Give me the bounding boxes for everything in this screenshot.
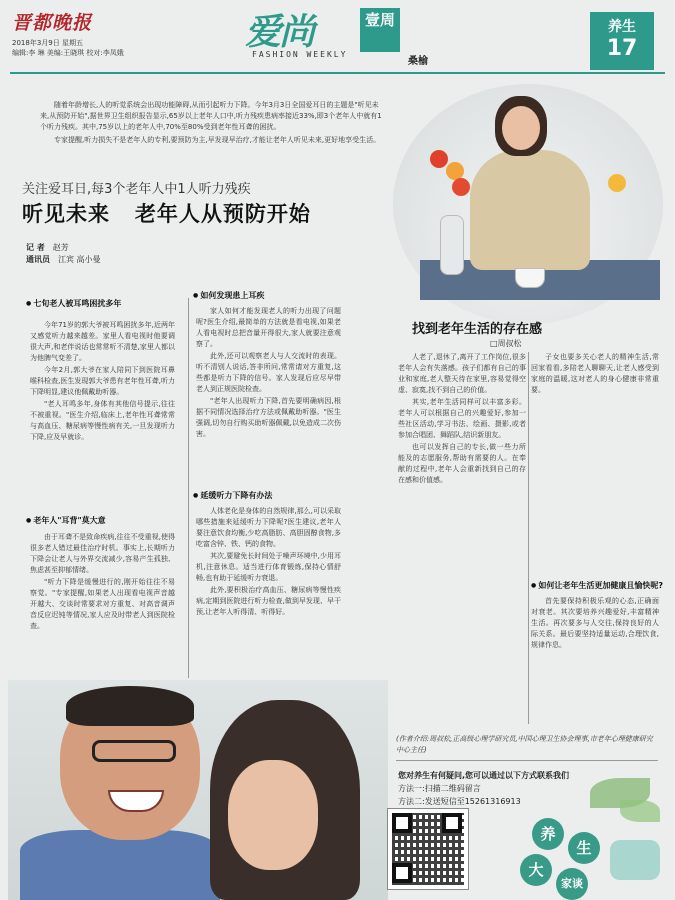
flower-icon bbox=[608, 174, 626, 192]
intro-paragraph: 专家提醒,听力损失不是老年人的专利,要预防为主,早发现早治疗,才能让老年人听见未来,更好地享受生活。 bbox=[54, 136, 381, 144]
teapot-icon bbox=[610, 840, 660, 880]
photo-man-shirt bbox=[20, 830, 220, 900]
photo-vase bbox=[440, 215, 464, 275]
glasses-icon bbox=[92, 740, 176, 762]
article-column-1 bbox=[30, 320, 175, 444]
tea-cup-icon bbox=[515, 268, 545, 288]
article-headline: 听见未来 老年人从预防开始 bbox=[22, 202, 311, 226]
side-article-byline: □周叔松 bbox=[490, 339, 522, 348]
deco-char: 生 bbox=[568, 832, 600, 864]
deco-char: 家谈 bbox=[556, 868, 588, 900]
paper-logo: 晋都晚报 bbox=[12, 12, 93, 34]
masthead-rule bbox=[10, 72, 665, 74]
brand-title: 爱尚 bbox=[245, 12, 314, 53]
body-paragraph: 子女也要多关心老人的精神生活,常回家看看,多陪老人聊聊天,让老人感受到家庭的温暖,这对老人的身心健康非常重要。 bbox=[531, 353, 659, 394]
author-note: (作者介绍:周叔松,正高级心理学研究员,中国心理卫生协会理事,市老年心理健康研究中心主任) bbox=[396, 735, 653, 754]
body-paragraph: 其次,要避免长时间处于噪声环境中,少用耳机,注意休息。适当进行体育锻炼,保持心情舒畅,也有助于延缓听力衰退。 bbox=[196, 552, 341, 582]
section-heading: ● 七旬老人被耳鸣困扰多年 bbox=[26, 298, 121, 309]
intro-text bbox=[40, 100, 385, 148]
body-paragraph: 首先要保持积极乐观的心态,正确面对衰老。其次要培养兴趣爱好,丰富精神生活。再次要多与人交往,保持良好的人际关系。最后要坚持适量运动,合理饮食,规律作息。 bbox=[531, 597, 659, 649]
credit-line: 记 者 赵芳 bbox=[26, 243, 69, 252]
body-paragraph: 其实,老年生活同样可以丰富多彩。老年人可以根据自己的兴趣爱好,参加一些社区活动,学习书法、绘画、摄影,或者参加合唱团、舞蹈队,结识新朋友。 bbox=[398, 398, 526, 439]
article-column-2 bbox=[196, 306, 341, 441]
flower-icon bbox=[452, 178, 470, 196]
brand-subtitle: FASHION WEEKLY bbox=[252, 50, 348, 59]
date-line: 2018年3月9日 星期五 bbox=[12, 39, 83, 47]
body-paragraph: 人老了,退休了,离开了工作岗位,很多老年人会有失落感。孩子们都有自己的事业和家庭,老人整天待在家里,容易觉得空虚、寂寞,找不到自己的价值。 bbox=[398, 353, 526, 394]
side-column-1 bbox=[398, 352, 526, 487]
photo-woman-body bbox=[470, 150, 590, 270]
flower-icon bbox=[430, 150, 448, 168]
side-column-2 bbox=[531, 352, 659, 397]
body-paragraph: "老人耳鸣多年,身体有其他信号提示,往往不被重视。"医生介绍,临床上,老年性耳聋常常与高血压、糖尿病等慢性病有关,一旦发现听力下降,应及早就诊。 bbox=[30, 400, 175, 441]
brand-box: 壹周 bbox=[360, 8, 400, 52]
body-paragraph: "老年人出现听力下降,首先要明确病因,根据不同情况选择治疗方法或佩戴助听器。"医生强调,切勿自行购买助听器佩戴,以免造成二次伤害。 bbox=[196, 397, 341, 438]
qr-corner bbox=[442, 813, 462, 833]
deco-char: 养 bbox=[532, 818, 564, 850]
side-subheading: ● 如何让老年生活更加健康且愉快呢? bbox=[531, 580, 663, 591]
side-article-title: 找到老年生活的存在感 bbox=[412, 322, 543, 337]
editors-line: 编辑:李 琳 美编:王晓琪 校对:李凤娥 bbox=[12, 49, 124, 57]
qr-corner bbox=[392, 813, 412, 833]
qa-title: 您对养生有何疑问,您可以通过以下方式联系我们 bbox=[398, 771, 570, 780]
section-heading: ● 延缓听力下降有办法 bbox=[193, 490, 272, 501]
intro-paragraph: 随着年龄增长,人的听觉系统会出现功能障碍,从而引起听力下降。今年3月3日全国爱耳日的主题是"听见未来,从预防开始",据世界卫生组织报告显示,65岁以上老年人口中,听力残疾患病率接近33%,即3个老年人中就有1个听力残疾。其中,75岁以上的老年人中,70%至80%受到老年性耳聋的困扰。 bbox=[40, 101, 382, 131]
qa-method-1: 方法一:扫描二维码留言 bbox=[398, 784, 481, 793]
body-paragraph: 今年2月,郭大爷在家人陪同下到医院耳鼻喉科检查,医生发现郭大爷患有老年性耳聋,听力下降明显,建议他佩戴助听器。 bbox=[30, 366, 175, 396]
body-paragraph: 人体老化是身体的自然规律,那么,可以采取哪些措施来延缓听力下降呢?医生建议,老年人要注意饮食均衡,少吃高脂肪、高胆固醇食物,多吃富含锌、铁、钙的食物。 bbox=[196, 507, 341, 548]
section-badge bbox=[590, 12, 654, 70]
photo-child-face bbox=[228, 760, 318, 870]
credit-line: 通讯员 江宾 高小曼 bbox=[26, 255, 101, 264]
page-number: 17 bbox=[606, 36, 638, 61]
column-divider bbox=[188, 298, 189, 678]
body-paragraph: 由于耳聋不是致命疾病,往往不受重视,使得很多老人错过最佳治疗时机。事实上,长期听力下降会让老人与外界交流减少,容易产生孤独、焦虑甚至抑郁情绪。 bbox=[30, 533, 175, 574]
body-paragraph: 也可以发挥自己的专长,做一些力所能及的志愿服务,帮助有需要的人。在奉献的过程中,老年人会重新找到自己的存在感和价值感。 bbox=[398, 443, 526, 484]
article-kicker: 关注爱耳日,每3个老年人中1人听力残疾 bbox=[22, 182, 251, 197]
qr-corner bbox=[392, 863, 412, 883]
section-name: 养生 bbox=[608, 19, 636, 35]
body-paragraph: 此外,要积极治疗高血压、糖尿病等慢性疾病,定期到医院进行听力检查,做到早发现、早干预,让老年人听得清、听得好。 bbox=[196, 586, 341, 616]
leaf-icon bbox=[620, 800, 660, 822]
column-divider bbox=[528, 352, 529, 724]
article-column-1b bbox=[30, 532, 175, 633]
section-heading: ● 如何发现患上耳疾 bbox=[193, 290, 264, 301]
article-credit bbox=[26, 242, 101, 266]
brand-location: 桑榆 bbox=[408, 56, 428, 67]
body-paragraph: 家人如何才能发现老人的听力出现了问题呢?医生介绍,最简单的方法就是看电视,如果老人看电视时总把音量开得很大,家人就要注意观察了。 bbox=[196, 307, 341, 348]
photo-woman-face bbox=[502, 106, 540, 150]
article-column-2b bbox=[196, 506, 341, 619]
body-paragraph: 此外,还可以观察老人与人交流时的表现。听不清别人说话,答非所问,常常请对方重复,这些都是听力下降的信号。家人发现后应尽早带老人到正规医院检查。 bbox=[196, 352, 341, 393]
body-paragraph: "听力下降是缓慢进行的,刚开始往往不易察觉。"专家提醒,如果老人出现看电视声音越开越大、交谈时常要求对方重复、对高音调声音反应迟钝等情况,家人应及时带老人到医院检查。 bbox=[30, 578, 175, 630]
deco-char: 大 bbox=[520, 854, 552, 886]
section-heading: ● 老年人"耳背"莫大意 bbox=[26, 515, 106, 526]
side-column-2b bbox=[531, 596, 659, 652]
issue-meta bbox=[12, 38, 124, 58]
photo-man-hair bbox=[66, 686, 194, 726]
qa-method-2: 方法二:发送短信至15261316913 bbox=[398, 797, 521, 806]
body-paragraph: 今年71岁的郭大爷被耳鸣困扰多年,近两年又感觉听力越来越差。家里人看电视时他要调很大声,和老伴说话也常常听不清楚,家里人都以为他脾气变差了。 bbox=[30, 321, 175, 362]
author-rule bbox=[396, 760, 658, 761]
